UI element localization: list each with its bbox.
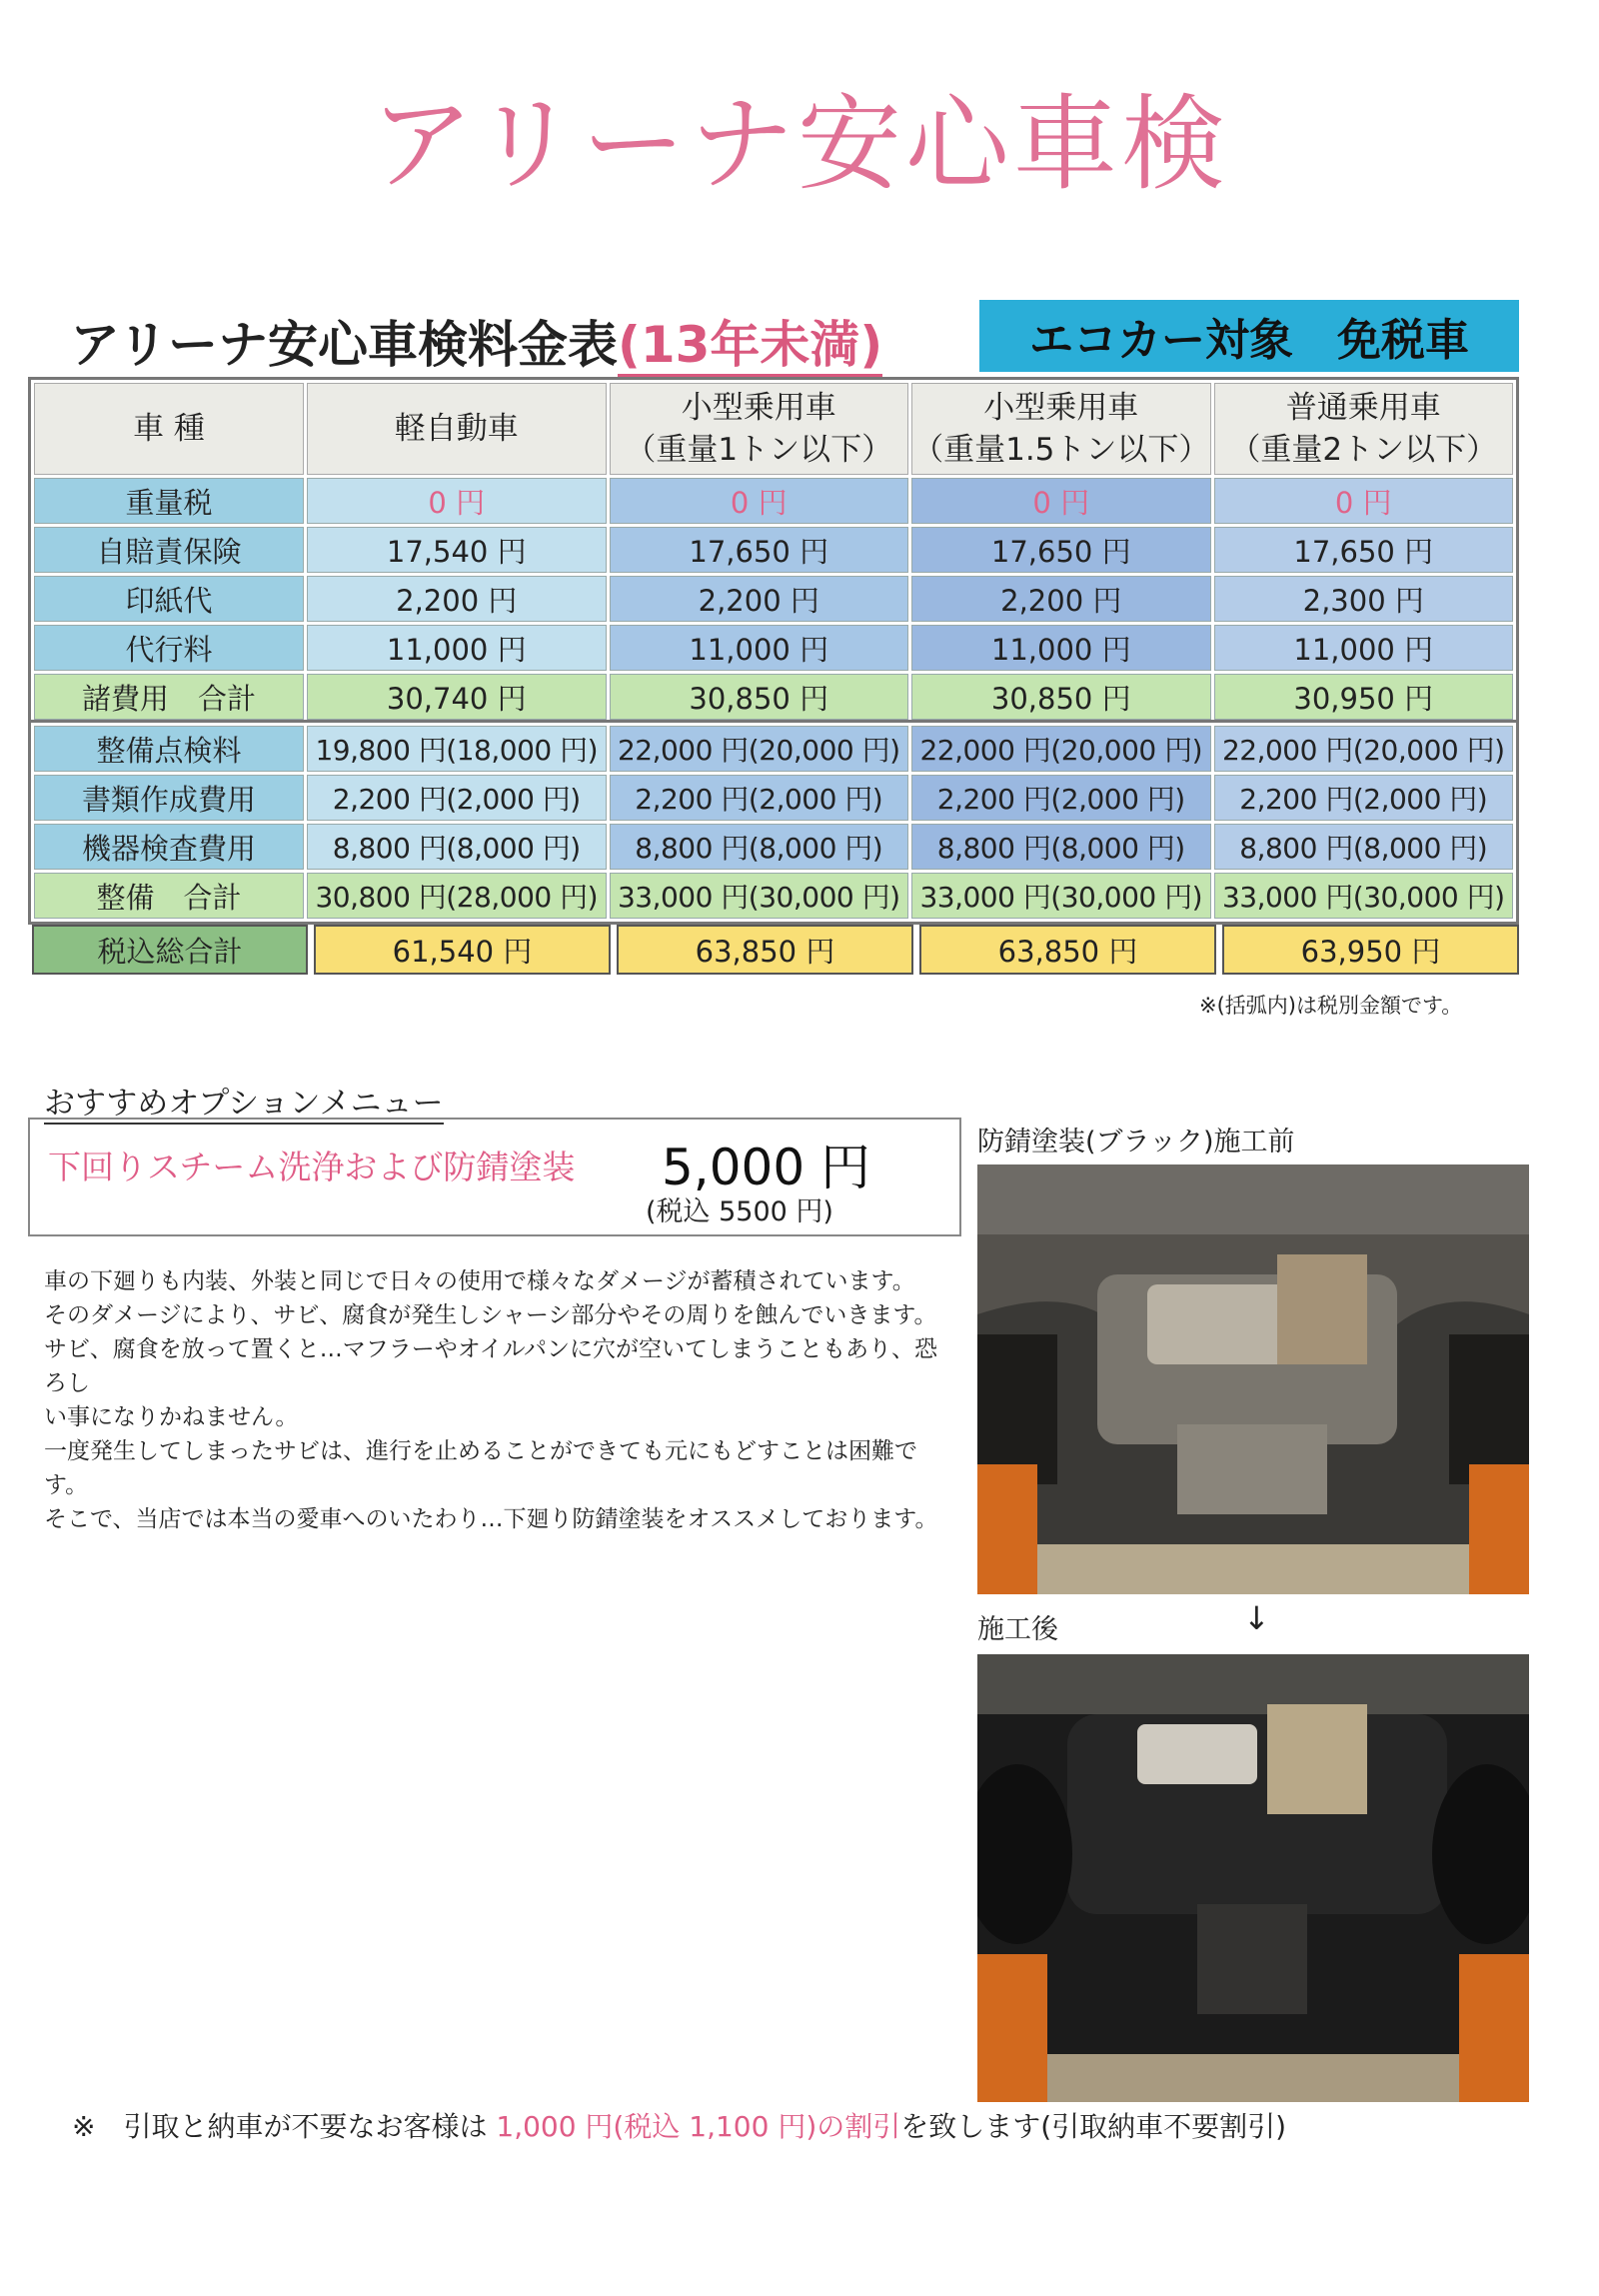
cell-value: 2,200 円 (610, 576, 909, 622)
footer-suffix: を致します(引取納車不要割引) (900, 2110, 1287, 2143)
cell-value: 11,000 円 (911, 625, 1211, 671)
header-line1: 小型乗用車 (681, 390, 836, 426)
row-stamp-fee (34, 576, 1513, 622)
row-equipment-inspection-fee (34, 824, 1513, 870)
maintenance-table (28, 720, 1519, 925)
description-line: サビ、腐食を放って置くと…マフラーやオイルパンに穴が空いてしまうこともあり、恐ろし (44, 1336, 938, 1396)
page-headline: アリーナ安心車検 (370, 83, 1229, 205)
arrow-down-icon: ↓ (1243, 1599, 1270, 1637)
header-small-1t (610, 383, 909, 475)
cell-value: 2,200 円 (307, 576, 607, 622)
row-label: 印紙代 (34, 576, 304, 622)
pickup-discount-note (72, 2105, 1286, 2145)
undercarriage-before-photo (977, 1164, 1529, 1594)
cell-value: 2,200 円(2,000 円) (1214, 775, 1514, 821)
option-box (28, 1118, 961, 1236)
fee-table-title (70, 305, 882, 377)
row-grand-total (32, 925, 1519, 975)
header-line1: 軽自動車 (394, 411, 519, 447)
cell-value: 17,650 円 (610, 527, 909, 573)
header-line1: 小型乗用車 (983, 390, 1139, 426)
cell-value: 17,650 円 (1214, 527, 1514, 573)
grand-total-label: 税込総合計 (32, 925, 308, 975)
row-misc-total (34, 674, 1513, 720)
undercarriage-after-image (977, 1654, 1529, 2102)
row-label: 書類作成費用 (34, 775, 304, 821)
cell-value: 2,200 円(2,000 円) (911, 775, 1211, 821)
cell-value: 11,000 円 (307, 625, 607, 671)
cell-value: 0 円 (1214, 478, 1514, 524)
row-document-fee (34, 775, 1513, 821)
header-line2: （重量1トン以下） (625, 432, 893, 468)
photo-before-label: 防錆塗装(ブラック)施工前 (977, 1127, 1295, 1157)
description-line: い事になりかねません。 (44, 1404, 299, 1430)
option-heading: おすすめオプションメニュー (44, 1078, 444, 1125)
cell-value: 30,850 円 (911, 674, 1211, 720)
row-label: 整備点検料 (34, 726, 304, 772)
cell-value: 8,800 円(8,000 円) (911, 824, 1211, 870)
fee-table-header-row (34, 383, 1513, 475)
row-label: 諸費用 合計 (34, 674, 304, 720)
footer-prefix: ※ 引取と納車が不要なお客様は (72, 2110, 497, 2143)
grand-total-value: 61,540 円 (314, 925, 611, 975)
option-price-tax-included: (税込 5500 円) (646, 1196, 833, 1227)
row-liability-insurance (34, 527, 1513, 573)
cell-value: 8,800 円(8,000 円) (610, 824, 909, 870)
cell-value: 2,200 円(2,000 円) (610, 775, 909, 821)
cell-value: 0 円 (911, 478, 1211, 524)
photo-after-label: 施工後 (977, 1614, 1058, 1645)
option-description (44, 1264, 948, 1536)
row-label: 代行料 (34, 625, 304, 671)
row-inspection-fee (34, 726, 1513, 772)
cell-value: 30,800 円(28,000 円) (307, 873, 607, 919)
option-price: 5,000 円 (662, 1139, 871, 1196)
cell-value: 33,000 円(30,000 円) (610, 873, 909, 919)
cell-value: 11,000 円 (1214, 625, 1514, 671)
cell-value: 2,300 円 (1214, 576, 1514, 622)
description-line: 車の下廻りも内装、外装と同じで日々の使用で様々なダメージが蓄積されています。 (44, 1268, 915, 1294)
header-small-15t (911, 383, 1211, 475)
cell-value: 30,740 円 (307, 674, 607, 720)
row-label: 機器検査費用 (34, 824, 304, 870)
cell-value: 19,800 円(18,000 円) (307, 726, 607, 772)
cell-value: 22,000 円(20,000 円) (610, 726, 909, 772)
fee-table (28, 377, 1519, 726)
undercarriage-after-photo (977, 1654, 1529, 2102)
cell-value: 8,800 円(8,000 円) (307, 824, 607, 870)
header-car-type: 車 種 (34, 383, 304, 475)
discount-amount: 1,000 円(税込 1,100 円)の割引 (496, 2110, 901, 2143)
cell-value: 30,850 円 (610, 674, 909, 720)
description-line: 一度発生してしまったサビは、進行を止めることができても元にもどすことは困難です。 (44, 1438, 917, 1498)
header-standard-2t (1214, 383, 1514, 475)
row-label: 重量税 (34, 478, 304, 524)
grand-total-value: 63,850 円 (617, 925, 913, 975)
cell-value: 2,200 円 (911, 576, 1211, 622)
tax-note: ※(括弧内)は税別金額です。 (1199, 994, 1463, 1018)
header-line2: （重量2トン以下） (1229, 432, 1498, 468)
option-name: 下回りスチーム洗浄および防錆塗装 (48, 1148, 576, 1186)
grand-total-value: 63,850 円 (919, 925, 1216, 975)
cell-value: 30,950 円 (1214, 674, 1514, 720)
cell-value: 17,540 円 (307, 527, 607, 573)
description-line: そこで、当店では本当の愛車へのいたわり…下廻り防錆塗装をオススメしております。 (44, 1506, 938, 1532)
row-weight-tax (34, 478, 1513, 524)
fee-table-title-main: アリーナ安心車検料金表 (70, 316, 618, 374)
row-label: 自賠責保険 (34, 527, 304, 573)
row-maintenance-total (34, 873, 1513, 919)
cell-value: 2,200 円(2,000 円) (307, 775, 607, 821)
cell-value: 11,000 円 (610, 625, 909, 671)
header-line1: 普通乗用車 (1285, 390, 1441, 426)
cell-value: 17,650 円 (911, 527, 1211, 573)
grand-total-table (26, 925, 1525, 975)
grand-total-value: 63,950 円 (1222, 925, 1519, 975)
cell-value: 22,000 円(20,000 円) (911, 726, 1211, 772)
undercarriage-before-image (977, 1164, 1529, 1594)
header-kei (307, 383, 607, 475)
cell-value: 33,000 円(30,000 円) (911, 873, 1211, 919)
age-condition: (13年未満) (618, 316, 882, 378)
cell-value: 0 円 (610, 478, 909, 524)
cell-value: 0 円 (307, 478, 607, 524)
row-agency-fee (34, 625, 1513, 671)
cell-value: 8,800 円(8,000 円) (1214, 824, 1514, 870)
header-line2: （重量1.5トン以下） (912, 432, 1210, 468)
cell-value: 33,000 円(30,000 円) (1214, 873, 1514, 919)
cell-value: 22,000 円(20,000 円) (1214, 726, 1514, 772)
row-label: 整備 合計 (34, 873, 304, 919)
eco-car-badge: エコカー対象 免税車 (979, 300, 1519, 372)
description-line: そのダメージにより、サビ、腐食が発生しシャーシ部分やその周りを蝕んでいきます。 (44, 1302, 937, 1328)
